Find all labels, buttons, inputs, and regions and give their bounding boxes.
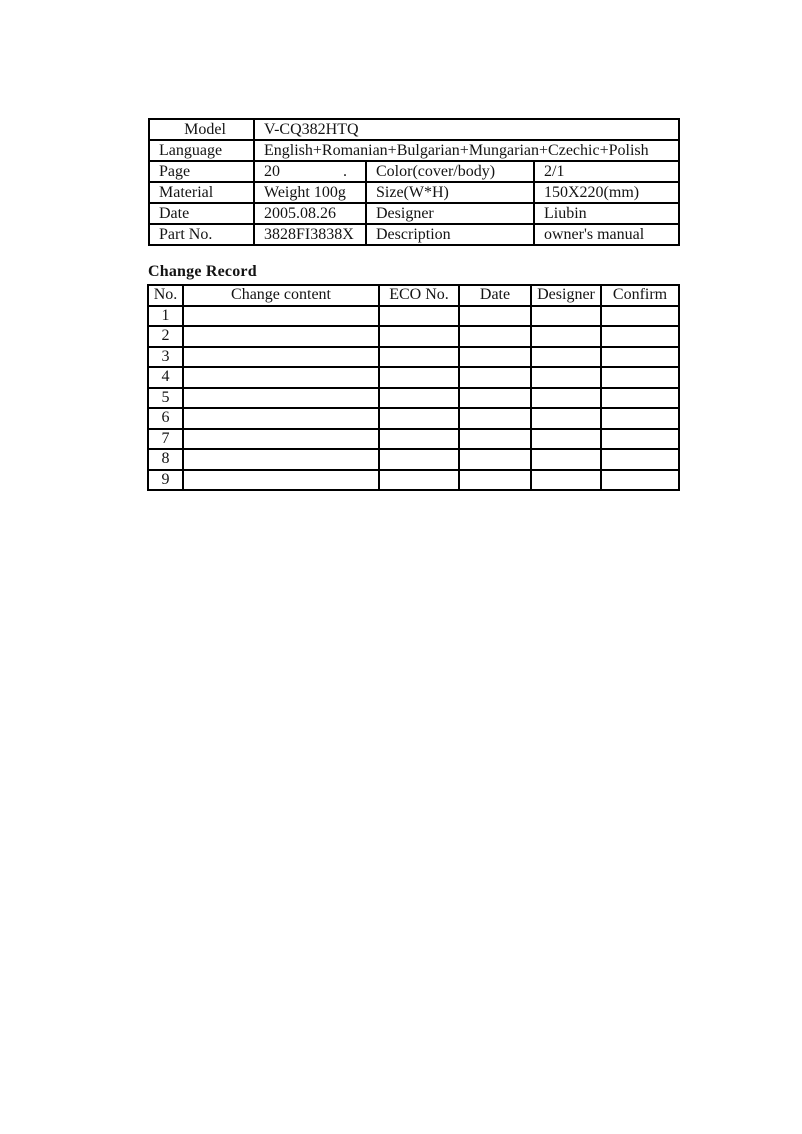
header-designer: Designer [531, 285, 601, 306]
header-eco-no: ECO No. [379, 285, 459, 306]
empty-cell [379, 306, 459, 327]
change-record-header-row [148, 285, 679, 306]
empty-cell [379, 408, 459, 429]
empty-cell [459, 388, 531, 409]
page-label: Page [149, 161, 254, 182]
designer-value: Liubin [534, 203, 679, 224]
empty-cell [183, 449, 379, 470]
spec-row-model [149, 119, 679, 140]
size-value: 150X220(mm) [534, 182, 679, 203]
empty-cell [601, 306, 679, 327]
change-record-row [148, 347, 679, 368]
empty-cell [601, 408, 679, 429]
row-number: 1 [148, 306, 183, 327]
spec-row-material [149, 182, 679, 203]
empty-cell [601, 470, 679, 491]
empty-cell [183, 347, 379, 368]
language-value: English+Romanian+Bulgarian+Mungarian+Czechic+Polish [254, 140, 679, 161]
empty-cell [601, 326, 679, 347]
empty-cell [379, 388, 459, 409]
color-label: Color(cover/body) [366, 161, 534, 182]
empty-cell [601, 429, 679, 450]
empty-cell [601, 347, 679, 368]
change-record-row [148, 306, 679, 327]
designer-label: Designer [366, 203, 534, 224]
row-number: 5 [148, 388, 183, 409]
empty-cell [379, 470, 459, 491]
empty-cell [601, 367, 679, 388]
row-number: 7 [148, 429, 183, 450]
empty-cell [531, 449, 601, 470]
empty-cell [531, 347, 601, 368]
header-change-content: Change content [183, 285, 379, 306]
empty-cell [379, 326, 459, 347]
header-date: Date [459, 285, 531, 306]
language-label: Language [149, 140, 254, 161]
empty-cell [459, 367, 531, 388]
model-value: V-CQ382HTQ [254, 119, 679, 140]
change-record-row [148, 449, 679, 470]
spec-row-partno [149, 224, 679, 245]
change-record-row [148, 429, 679, 450]
empty-cell [459, 408, 531, 429]
empty-cell [601, 449, 679, 470]
header-no: No. [148, 285, 183, 306]
empty-cell [531, 470, 601, 491]
row-number: 3 [148, 347, 183, 368]
material-value: Weight 100g [254, 182, 366, 203]
empty-cell [459, 429, 531, 450]
change-record-table [147, 284, 680, 491]
page-value [254, 161, 366, 182]
row-number: 9 [148, 470, 183, 491]
date-label: Date [149, 203, 254, 224]
empty-cell [459, 347, 531, 368]
empty-cell [183, 388, 379, 409]
size-label: Size(W*H) [366, 182, 534, 203]
header-confirm: Confirm [601, 285, 679, 306]
empty-cell [459, 449, 531, 470]
empty-cell [183, 326, 379, 347]
empty-cell [183, 306, 379, 327]
change-record-row [148, 367, 679, 388]
partno-label: Part No. [149, 224, 254, 245]
row-number: 2 [148, 326, 183, 347]
empty-cell [531, 429, 601, 450]
empty-cell [379, 347, 459, 368]
empty-cell [531, 306, 601, 327]
empty-cell [183, 470, 379, 491]
empty-cell [531, 326, 601, 347]
change-record-row [148, 408, 679, 429]
empty-cell [531, 388, 601, 409]
empty-cell [531, 408, 601, 429]
spec-table [148, 118, 680, 246]
spec-row-date [149, 203, 679, 224]
change-record-row [148, 326, 679, 347]
empty-cell [183, 367, 379, 388]
empty-cell [379, 429, 459, 450]
empty-cell [601, 388, 679, 409]
date-value: 2005.08.26 [254, 203, 366, 224]
partno-value: 3828FI3838X [254, 224, 366, 245]
model-label: Model [149, 119, 254, 140]
spec-row-page [149, 161, 679, 182]
empty-cell [459, 326, 531, 347]
row-number: 6 [148, 408, 183, 429]
row-number: 8 [148, 449, 183, 470]
change-record-row [148, 388, 679, 409]
empty-cell [379, 449, 459, 470]
color-value: 2/1 [534, 161, 679, 182]
description-label: Description [366, 224, 534, 245]
material-label: Material [149, 182, 254, 203]
change-record-title: Change Record [148, 263, 257, 280]
page-number: 20 [264, 163, 280, 180]
empty-cell [183, 408, 379, 429]
description-value: owner's manual [534, 224, 679, 245]
page-dot: . [343, 163, 347, 180]
row-number: 4 [148, 367, 183, 388]
empty-cell [459, 470, 531, 491]
empty-cell [379, 367, 459, 388]
change-record-row [148, 470, 679, 491]
empty-cell [459, 306, 531, 327]
empty-cell [183, 429, 379, 450]
empty-cell [531, 367, 601, 388]
spec-row-language [149, 140, 679, 161]
